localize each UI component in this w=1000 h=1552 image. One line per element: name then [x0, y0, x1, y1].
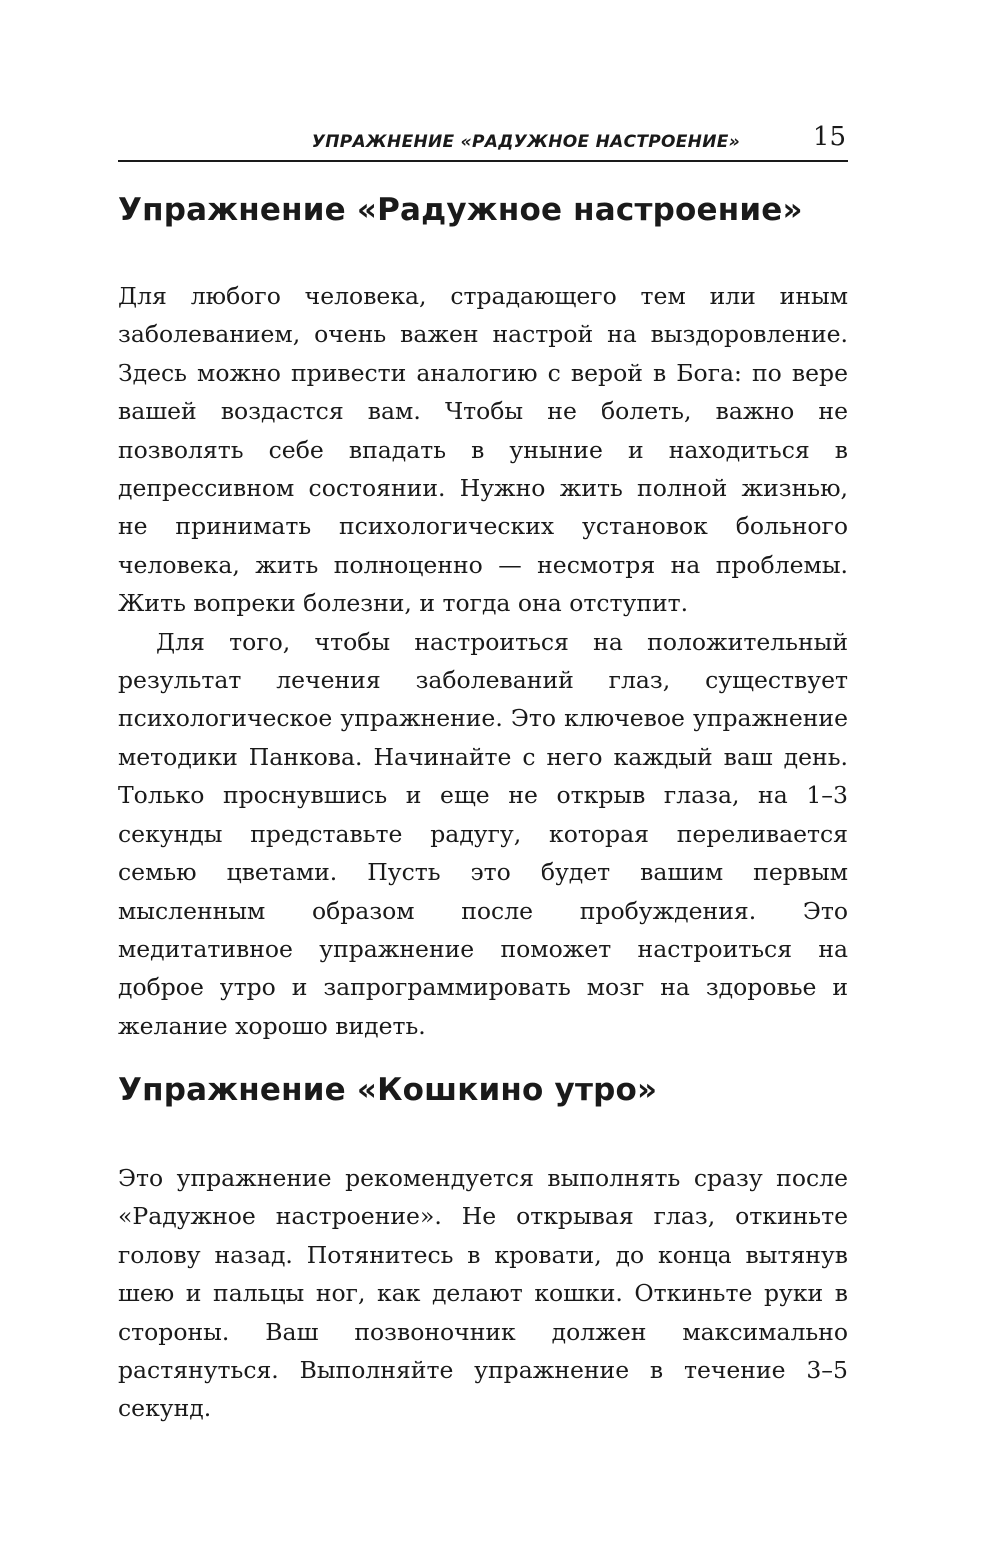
running-head	[118, 118, 848, 162]
paragraph: Для любого человека, страдающего тем или иным заболеванием, очень важен настрой на выздоровление. Здесь можно привести аналогию с верой в Бога: по вере вашей воздастся вам. Чтобы не болеть, важно не позволять себе впадать в уныние и находиться в депрессивном состоянии. Нужно жить полной жизнью, не принимать психологических установок больного человека, жить полноценно — несмотря на проблемы. Жить вопреки болезни, и тогда она отступит.	[118, 282, 848, 618]
section-heading-rainbow-mood: Упражнение «Радужное настроение»	[118, 192, 803, 228]
running-head-title: УПРАЖНЕНИЕ «РАДУЖНОЕ НАСТРОЕНИЕ»	[311, 132, 740, 152]
page-number: 15	[812, 122, 846, 152]
section-heading-cat-morning: Упражнение «Кошкино утро»	[118, 1072, 658, 1108]
paragraph: Для того, чтобы настроиться на положительный результат лечения заболеваний глаз, существует психологическое упражнение. Это ключевое упражнение методики Панкова. Начинайте с него каждый ваш день. Только проснувшись и еще не открыв глаза, на 1–3 секунды представьте радугу, которая переливается семью цветами. Пусть это будет вашим первым мысленным образом после пробуждения. Это медитативное упражнение поможет настроиться на доброе утро и запрограммировать мозг на здоровье и желание хорошо видеть.	[118, 627, 848, 1040]
section-body-rainbow-mood	[118, 277, 848, 1045]
paragraph: Это упражнение рекомендуется выполнять сразу после «Радужное настроение». Не открывая глаз, откиньте голову назад. Потянитесь в кровати, до конца вытянув шею и пальцы ног, как делают кошки. Откиньте руки в стороны. Ваш позвоночник должен максимально растянуться. Выполняйте упражнение в течение 3–5 секунд.	[118, 1164, 848, 1423]
section-body-cat-morning	[118, 1159, 848, 1428]
